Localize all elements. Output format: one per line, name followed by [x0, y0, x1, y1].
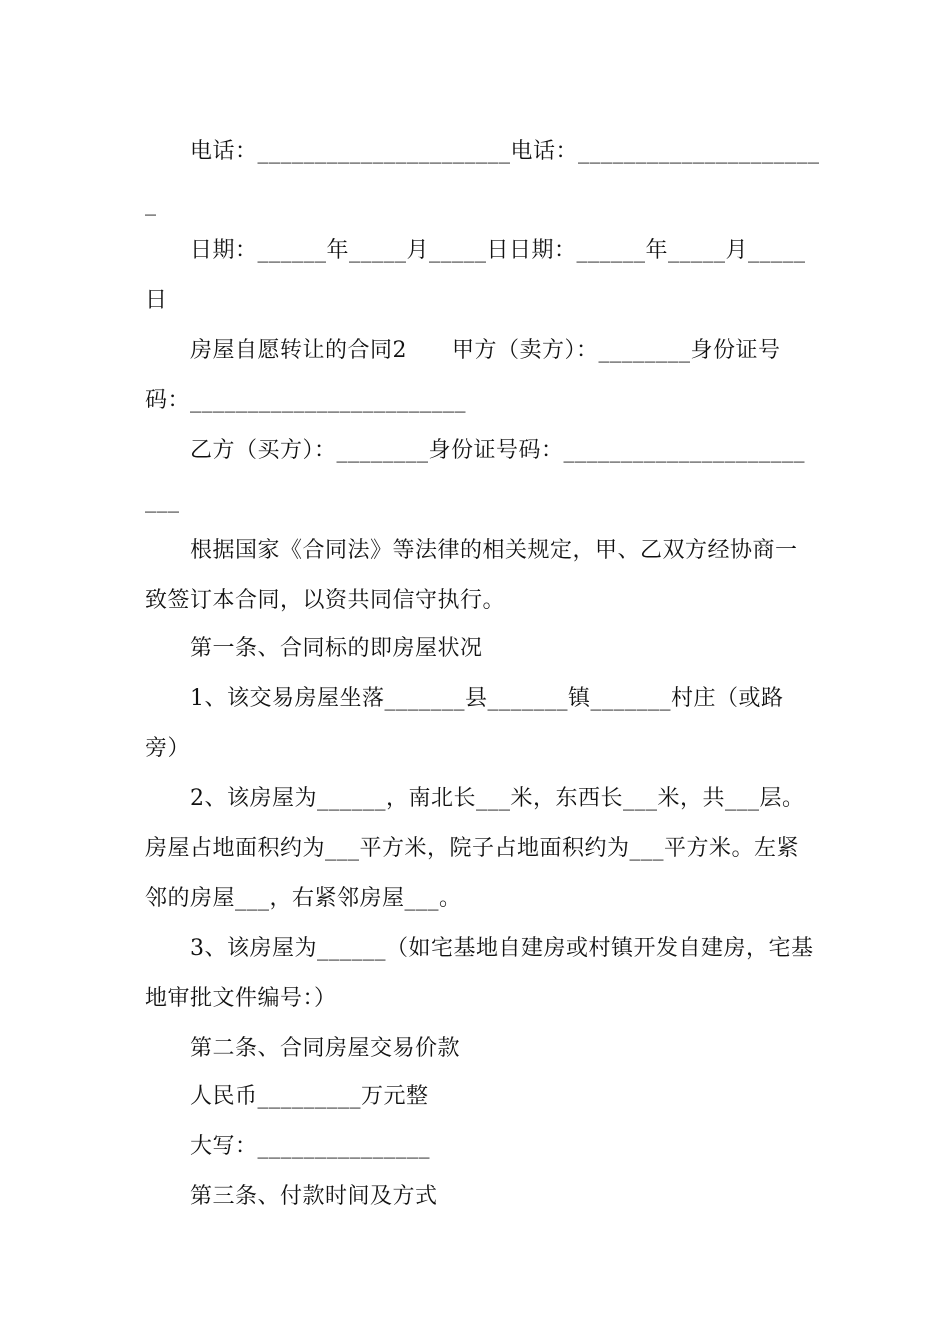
- item-2-line-2: 房屋占地面积约为___平方米，院子占地面积约为___平方米。左紧: [145, 836, 800, 861]
- price-rmb-line: 人民币_________万元整: [190, 1084, 429, 1109]
- party-a-id-line: 码：________________________: [145, 388, 467, 413]
- article-1-heading: 第一条、合同标的即房屋状况: [190, 636, 483, 661]
- item-1-line-2: 旁）: [145, 736, 191, 761]
- item-3-line-1: 3、该房屋为______（如宅基地自建房或村镇开发自建房，宅基: [190, 936, 814, 961]
- contract-title-party-a: 房屋自愿转让的合同2 甲方（卖方）：________身份证号: [190, 338, 781, 363]
- item-3-line-2: 地审批文件编号：）: [145, 986, 337, 1011]
- phone-line: 电话：______________________电话：_____________________: [190, 139, 820, 164]
- price-capital-line: 大写：_______________: [190, 1134, 431, 1159]
- item-2-line-3: 邻的房屋___，右紧邻房屋___。: [145, 886, 462, 911]
- preamble-line-1: 根据国家《合同法》等法律的相关规定，甲、乙双方经协商一: [190, 538, 798, 563]
- date-line: 日期：______年_____月_____日日期：______年_____月_____: [190, 238, 806, 263]
- preamble-line-2: 致签订本合同，以资共同信守执行。: [145, 588, 506, 613]
- party-b-line-continuation: ___: [145, 488, 180, 513]
- article-3-heading: 第三条、付款时间及方式: [190, 1184, 438, 1209]
- item-1-line-1: 1、该交易房屋坐落_______县_______镇_______村庄（或路: [190, 686, 784, 711]
- phone-line-continuation: _: [145, 191, 157, 216]
- item-2-line-1: 2、该房屋为______，南北长___米，东西长___米，共___层。: [190, 786, 805, 811]
- date-line-continuation: 日: [145, 288, 168, 313]
- party-b-line: 乙方（买方）：________身份证号码：_____________________: [190, 438, 806, 463]
- article-2-heading: 第二条、合同房屋交易价款: [190, 1036, 461, 1061]
